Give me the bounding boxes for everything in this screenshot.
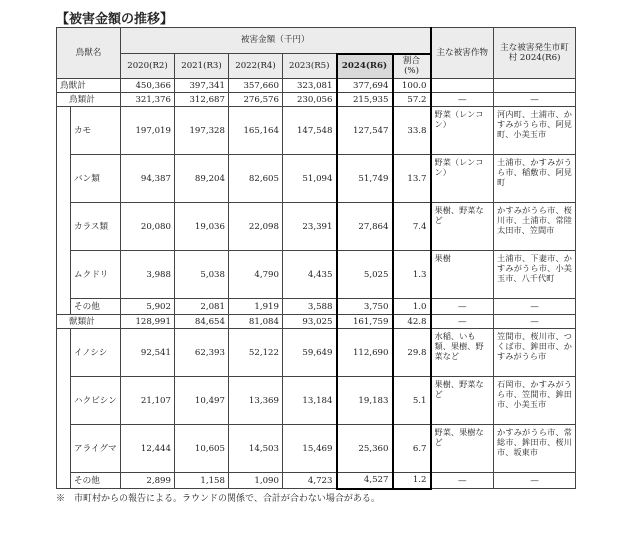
value-cell: 2,081 bbox=[175, 299, 229, 315]
value-cell: 127,547 bbox=[337, 107, 393, 155]
indent-cell bbox=[57, 299, 71, 315]
indent-cell bbox=[57, 473, 71, 489]
page-title: 【被害金額の推移】 bbox=[56, 12, 174, 27]
value-cell: 94,387 bbox=[121, 155, 175, 203]
value-cell: 21,107 bbox=[121, 377, 175, 425]
municipalities-cell: 笠間市、桜川市、つくば市、鉾田市、かすみがうら市 bbox=[494, 329, 576, 377]
value-cell: 197,328 bbox=[175, 107, 229, 155]
header-year-2024: 2024(R6) bbox=[337, 54, 393, 79]
value-cell: 13,184 bbox=[283, 377, 337, 425]
value-cell: 27,864 bbox=[337, 203, 393, 251]
value-cell: 20,080 bbox=[121, 203, 175, 251]
municipalities-cell: — bbox=[494, 473, 576, 489]
value-cell: 13,369 bbox=[229, 377, 283, 425]
crops-cell: — bbox=[431, 93, 494, 107]
municipalities-cell: かすみがうら市、常総市、鉾田市、桜川市、坂東市 bbox=[494, 425, 576, 473]
table-row bbox=[57, 425, 576, 473]
crops-cell bbox=[431, 79, 494, 93]
table-row bbox=[57, 377, 576, 425]
crops-cell: 水稲、いも類、果樹、野菜など bbox=[431, 329, 494, 377]
row-name: 鳥獣計 bbox=[57, 79, 121, 93]
value-cell: 93,025 bbox=[283, 315, 337, 329]
value-cell: 51,094 bbox=[283, 155, 337, 203]
value-cell: 147,548 bbox=[283, 107, 337, 155]
header-amount-group: 被害金額（千円） bbox=[121, 28, 431, 54]
value-cell: 377,694 bbox=[337, 79, 393, 93]
value-cell: 215,935 bbox=[337, 93, 393, 107]
header-year-2021: 2021(R3) bbox=[175, 54, 229, 79]
value-cell: 5.1 bbox=[393, 377, 431, 425]
indent-cell bbox=[57, 107, 71, 155]
row-name: ハクビシン bbox=[71, 377, 121, 425]
table-row bbox=[57, 299, 576, 315]
value-cell: 4,723 bbox=[283, 473, 337, 489]
value-cell: 3,750 bbox=[337, 299, 393, 315]
value-cell: 1,158 bbox=[175, 473, 229, 489]
value-cell: 450,366 bbox=[121, 79, 175, 93]
value-cell: 4,435 bbox=[283, 251, 337, 299]
indent-cell bbox=[57, 251, 71, 299]
crops-cell: — bbox=[431, 315, 494, 329]
header-year-2020: 2020(R2) bbox=[121, 54, 175, 79]
row-name: ムクドリ bbox=[71, 251, 121, 299]
value-cell: 276,576 bbox=[229, 93, 283, 107]
municipalities-cell: — bbox=[494, 93, 576, 107]
value-cell: 19,183 bbox=[337, 377, 393, 425]
value-cell: 323,081 bbox=[283, 79, 337, 93]
crops-cell: 野菜（レンコン） bbox=[431, 155, 494, 203]
municipalities-cell: 土浦市、かすみがうら市、稲敷市、阿見町 bbox=[494, 155, 576, 203]
table-row bbox=[57, 251, 576, 299]
value-cell: 112,690 bbox=[337, 329, 393, 377]
row-name: 鳥類計 bbox=[57, 93, 121, 107]
value-cell: 165,164 bbox=[229, 107, 283, 155]
row-name: カラス類 bbox=[71, 203, 121, 251]
value-cell: 62,393 bbox=[175, 329, 229, 377]
damage-amount-table bbox=[56, 27, 576, 490]
header-year-2022: 2022(R4) bbox=[229, 54, 283, 79]
municipalities-cell: — bbox=[494, 315, 576, 329]
value-cell: 42.8 bbox=[393, 315, 431, 329]
crops-cell: 果樹、野菜など bbox=[431, 203, 494, 251]
value-cell: 128,991 bbox=[121, 315, 175, 329]
value-cell: 2,899 bbox=[121, 473, 175, 489]
indent-cell bbox=[57, 155, 71, 203]
value-cell: 10,605 bbox=[175, 425, 229, 473]
value-cell: 100.0 bbox=[393, 79, 431, 93]
indent-cell bbox=[57, 425, 71, 473]
crops-cell: — bbox=[431, 299, 494, 315]
table-row bbox=[57, 93, 576, 107]
municipalities-cell: 土浦市、下妻市、かすみがうら市、小美玉市、八千代町 bbox=[494, 251, 576, 299]
value-cell: 5,902 bbox=[121, 299, 175, 315]
value-cell: 81,084 bbox=[229, 315, 283, 329]
value-cell: 10,497 bbox=[175, 377, 229, 425]
value-cell: 4,790 bbox=[229, 251, 283, 299]
value-cell: 161,759 bbox=[337, 315, 393, 329]
value-cell: 51,749 bbox=[337, 155, 393, 203]
row-name: アライグマ bbox=[71, 425, 121, 473]
value-cell: 7.4 bbox=[393, 203, 431, 251]
value-cell: 59,649 bbox=[283, 329, 337, 377]
value-cell: 22,098 bbox=[229, 203, 283, 251]
value-cell: 23,391 bbox=[283, 203, 337, 251]
value-cell: 312,687 bbox=[175, 93, 229, 107]
table-row bbox=[57, 329, 576, 377]
value-cell: 33.8 bbox=[393, 107, 431, 155]
crops-cell: 野菜（レンコン） bbox=[431, 107, 494, 155]
table-row bbox=[57, 473, 576, 489]
value-cell: 197,019 bbox=[121, 107, 175, 155]
value-cell: 12,444 bbox=[121, 425, 175, 473]
indent-cell bbox=[57, 377, 71, 425]
value-cell: 5,025 bbox=[337, 251, 393, 299]
value-cell: 19,036 bbox=[175, 203, 229, 251]
value-cell: 52,122 bbox=[229, 329, 283, 377]
value-cell: 25,360 bbox=[337, 425, 393, 473]
table-row bbox=[57, 107, 576, 155]
value-cell: 3,988 bbox=[121, 251, 175, 299]
value-cell: 5,038 bbox=[175, 251, 229, 299]
footnote: ※ 市町村からの報告による。ラウンドの関係で、合計が合わない場合がある。 bbox=[56, 494, 380, 504]
value-cell: 230,056 bbox=[283, 93, 337, 107]
value-cell: 1.2 bbox=[393, 473, 431, 489]
value-cell: 4,527 bbox=[337, 473, 393, 489]
header-crops: 主な被害作物 bbox=[431, 28, 494, 79]
value-cell: 1.3 bbox=[393, 251, 431, 299]
value-cell: 14,503 bbox=[229, 425, 283, 473]
value-cell: 57.2 bbox=[393, 93, 431, 107]
table-row bbox=[57, 203, 576, 251]
value-cell: 82,605 bbox=[229, 155, 283, 203]
value-cell: 3,588 bbox=[283, 299, 337, 315]
value-cell: 13.7 bbox=[393, 155, 431, 203]
table-row bbox=[57, 79, 576, 93]
value-cell: 1.0 bbox=[393, 299, 431, 315]
value-cell: 6.7 bbox=[393, 425, 431, 473]
value-cell: 92,541 bbox=[121, 329, 175, 377]
municipalities-cell: 石岡市、かすみがうら市、笠間市、鉾田市、小美玉市 bbox=[494, 377, 576, 425]
value-cell: 29.8 bbox=[393, 329, 431, 377]
municipalities-cell: — bbox=[494, 299, 576, 315]
header-year-2023: 2023(R5) bbox=[283, 54, 337, 79]
municipalities-cell: 河内町、土浦市、かすみがうら市、阿見町、小美玉市 bbox=[494, 107, 576, 155]
crops-cell: 果樹、野菜など bbox=[431, 377, 494, 425]
row-name: バン類 bbox=[71, 155, 121, 203]
value-cell: 357,660 bbox=[229, 79, 283, 93]
crops-cell: — bbox=[431, 473, 494, 489]
value-cell: 1,919 bbox=[229, 299, 283, 315]
value-cell: 397,341 bbox=[175, 79, 229, 93]
header-species: 鳥獣名 bbox=[57, 28, 121, 79]
municipalities-cell: かすみがうら市、桜川市、土浦市、常陸太田市、笠間市 bbox=[494, 203, 576, 251]
header-municipalities: 主な被害発生市町村 2024(R6) bbox=[494, 28, 576, 79]
value-cell: 321,376 bbox=[121, 93, 175, 107]
table-row bbox=[57, 155, 576, 203]
header-ratio: 割合(%) bbox=[393, 54, 431, 79]
indent-cell bbox=[57, 329, 71, 377]
value-cell: 89,204 bbox=[175, 155, 229, 203]
row-name: 獣類計 bbox=[57, 315, 121, 329]
value-cell: 1,090 bbox=[229, 473, 283, 489]
row-name: その他 bbox=[71, 299, 121, 315]
value-cell: 15,469 bbox=[283, 425, 337, 473]
row-name: その他 bbox=[71, 473, 121, 489]
indent-cell bbox=[57, 203, 71, 251]
municipalities-cell bbox=[494, 79, 576, 93]
row-name: カモ bbox=[71, 107, 121, 155]
table-row bbox=[57, 315, 576, 329]
row-name: イノシシ bbox=[71, 329, 121, 377]
crops-cell: 果樹 bbox=[431, 251, 494, 299]
value-cell: 84,654 bbox=[175, 315, 229, 329]
crops-cell: 野菜、果樹など bbox=[431, 425, 494, 473]
